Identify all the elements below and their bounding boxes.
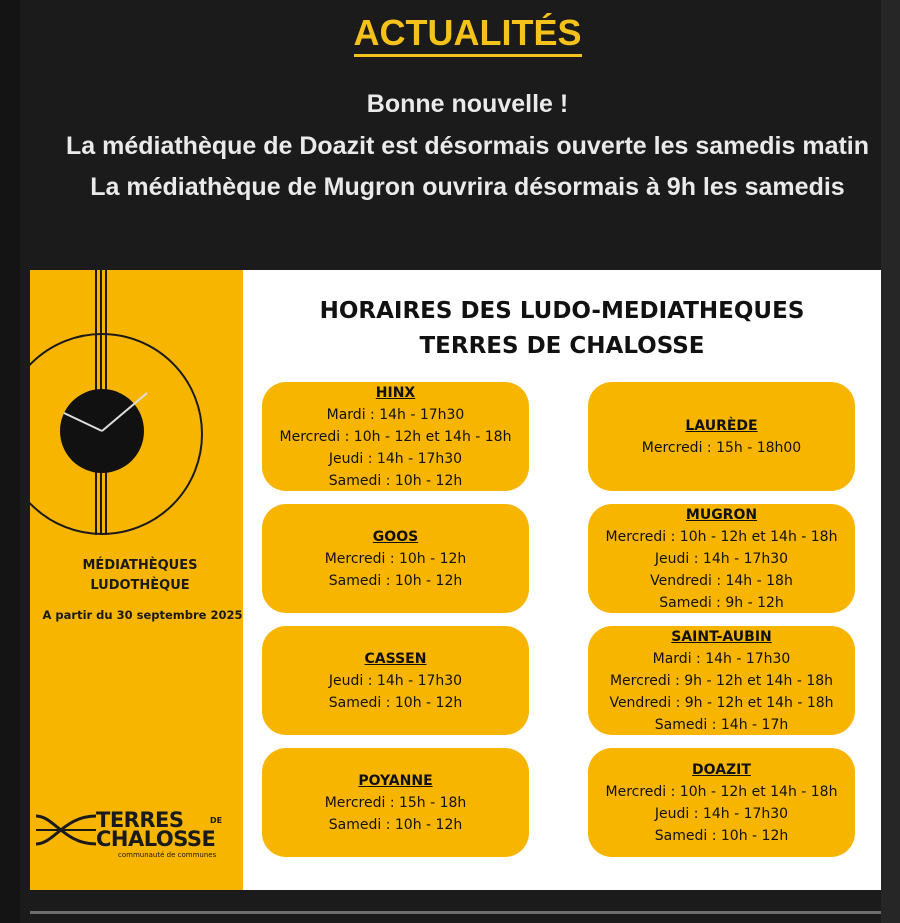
- library-card-saint-aubin: [588, 626, 855, 735]
- library-card-goos: [262, 504, 529, 613]
- library-card-doazit: [588, 748, 855, 857]
- opening-hours: Samedi : 10h - 12h: [328, 472, 463, 489]
- library-name: HINX: [375, 384, 416, 401]
- opening-hours: Jeudi : 14h - 17h30: [654, 805, 789, 822]
- opening-hours: Samedi : 10h - 12h: [328, 816, 463, 833]
- poster-sidebar: [30, 270, 243, 890]
- news-line: La médiathèque de Mugron ouvrira désormais à 9h les samedis: [90, 173, 845, 201]
- library-card-poyanne: [262, 748, 529, 857]
- opening-hours: Vendredi : 9h - 12h et 14h - 18h: [609, 694, 834, 711]
- library-card-cassen: [262, 626, 529, 735]
- library-name: CASSEN: [364, 650, 427, 667]
- library-card-mugron: [588, 504, 855, 613]
- opening-hours: Jeudi : 14h - 17h30: [328, 450, 463, 467]
- library-name: LAURÈDE: [685, 417, 758, 434]
- opening-hours: Mercredi : 10h - 12h: [324, 550, 467, 567]
- opening-hours: Vendredi : 14h - 18h: [650, 572, 793, 589]
- opening-hours: Mercredi : 15h - 18h00: [641, 439, 802, 456]
- section-divider: [30, 911, 881, 914]
- opening-hours: Mercredi : 9h - 12h et 14h - 18h: [609, 672, 834, 689]
- opening-hours: Mardi : 14h - 17h30: [326, 406, 465, 423]
- opening-hours: Jeudi : 14h - 17h30: [654, 550, 789, 567]
- news-line: Bonne nouvelle !: [366, 90, 569, 118]
- opening-hours: Mercredi : 10h - 12h et 14h - 18h: [279, 428, 512, 445]
- opening-hours: Samedi : 10h - 12h: [654, 827, 789, 844]
- opening-hours: Samedi : 10h - 12h: [328, 572, 463, 589]
- opening-hours: Mercredi : 10h - 12h et 14h - 18h: [605, 528, 838, 545]
- library-card-laurede: [588, 382, 855, 491]
- logo-mark-icon: [34, 812, 98, 848]
- opening-hours: Samedi : 10h - 12h: [328, 694, 463, 711]
- library-name: SAINT-AUBIN: [671, 628, 772, 645]
- news-text: [30, 84, 900, 209]
- poster-title: HORAIRES DES LUDO-MEDIATHEQUES TERRES DE CHALOSSE: [319, 298, 805, 359]
- library-name: DOAZIT: [692, 761, 751, 778]
- schedule-poster: [30, 270, 881, 890]
- news-line: La médiathèque de Doazit est désormais ouverte les samedis matin: [65, 131, 870, 160]
- news-heading: ACTUALITÉS: [0, 12, 900, 54]
- terres-de-chalosse-logo: TERRES DE CHALOSSE communauté de communes: [34, 808, 234, 868]
- library-name: GOOS: [372, 528, 419, 545]
- opening-hours: Samedi : 9h - 12h: [659, 594, 784, 611]
- sidebar-heading: MÉDIATHÈQUES LUDOTHÈQUE: [82, 558, 198, 593]
- left-edge: [0, 0, 20, 923]
- sidebar-date: A partir du 30 septembre 2025: [42, 608, 243, 622]
- library-name: POYANNE: [358, 772, 433, 789]
- opening-hours: Samedi : 14h - 17h: [654, 716, 789, 733]
- opening-hours: Mardi : 14h - 17h30: [652, 650, 791, 667]
- opening-hours: Mercredi : 10h - 12h et 14h - 18h: [605, 783, 838, 800]
- library-name: MUGRON: [685, 506, 758, 523]
- library-card-hinx: [262, 382, 529, 491]
- opening-hours: Jeudi : 14h - 17h30: [328, 672, 463, 689]
- opening-hours: Mercredi : 15h - 18h: [324, 794, 467, 811]
